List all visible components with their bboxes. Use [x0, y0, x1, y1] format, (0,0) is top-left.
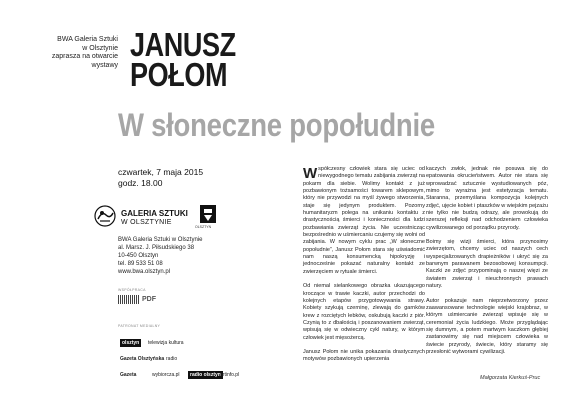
article-paragraph: Autor pokazuje nam nieprzetworzony przez zaawansowane technologie wiejski krajobraz, w którym uśmiercanie zwierząt wpisuje się w ceremoniał życia ludzkiego. Może przyglądając się dumnym, a potem martwym kaczkom głębiej zastanowimy się nad miejscem człowieka w świecie przyrody, świecie, który staramy się przesłonić wytworami cywilizacji. — [426, 297, 548, 355]
invite-line: BWA Galeria Sztuki — [57, 36, 118, 43]
sponsor-caption: WSPÓŁPRACA — [118, 288, 146, 292]
opening-info — [118, 167, 203, 189]
article-column-left — [303, 166, 425, 371]
gallery-logo-city: W OLSZTYNIE — [121, 219, 172, 226]
address-line: BWA Galeria Sztuki w Olsztynie — [118, 237, 203, 243]
media-logo: artinfo.pl — [220, 372, 240, 378]
media-logo: wybiorcza.pl — [152, 372, 180, 378]
media-logo: telewizja kultura — [148, 340, 184, 346]
article-paragraph-text: spółczesny człowiek stara się uciec od niewygodnego tematu zabijania zwierząt na pokarm dla siebie. Wolimy kontakt z już pozbawionym tożsamości towarem sklepowym, który nie przywodzi na myśl żywego stworzenia, staje się jedynym produktem. Pozorny humanitaryzm polega na unikaniu kontaktu z drastycznością śmierci i konieczności dla ludzi pozbawiania zwierząt życia. Nie uczestnicząc bezpośrednio w uśmiercaniu czujemy się wolni od zabijania. W nowym cyklu prac „W słoneczne popołudnie”, Janusz Połom stara się uświadomić nam naszą konsumencką hipokryzję i jednocześnie pokazać naturalny kontakt ze zwierzęciem w rytuale śmierci. — [303, 166, 425, 275]
olsztyn-logo-text: OLSZTYN — [195, 225, 212, 229]
opening-date: czwartek, 7 maja 2015 — [118, 167, 204, 177]
sponsor-logo — [118, 295, 170, 304]
media-logo: Gazeta — [120, 372, 137, 378]
invite-text — [20, 36, 118, 70]
olsztyn-city-logo-icon — [198, 203, 218, 227]
sponsor-name: PDF — [142, 296, 156, 303]
article-author: Małgorzata Kierkuś-Pruc — [480, 375, 541, 381]
media-logo: Gazeta Olsztyńska — [120, 356, 165, 362]
exhibition-title: W słoneczne popołudnie — [118, 107, 435, 143]
artist-last-name: POŁOM — [130, 56, 228, 93]
gallery-logo-row — [94, 203, 244, 231]
address-line: al. Marsz. J. Piłsudskiego 38 — [118, 245, 195, 251]
article-column-right — [426, 166, 548, 363]
sponsor-barcode-icon — [118, 295, 140, 304]
article-paragraph: Od niemal sielankowego obrazka ukazującego kroczące w trawie kaczki, autor przechodzi do kolejnych etapów przygotowywania strawy. Kobiety szykują czerninę, zlewają do garnków krew z rozciętych łebków, oskubują kaczki z piór. Czynią to z dbałością i poszanowaniem zwierząt, wpisują się w odwieczny cykl natury, w którym człowiek jest mięsożercą. — [303, 283, 425, 341]
article-paragraph: Boimy się wizji śmierci, która przynosimy zwierzętom, chcemy uciec od naszych cech wyspecjalizowanych drapieżników i ukryć się za barwnym parawanem bezosobowej konsumpcji. Kaczki ze zdjęć przypominają o naszej więzi ze światem zwierząt i nieuchronnych prawach natury. — [426, 239, 548, 290]
gallery-logo-icon — [94, 205, 116, 227]
article-dropcap: W — [303, 165, 318, 182]
media-caption: PATRONAT MEDIALNY — [118, 324, 161, 328]
address-line: 10-450 Olsztyn — [118, 253, 159, 259]
article-paragraph: kaczych zwłok, jednak nie posuwa się do epatowania okrucieństwem. Autor nie stara się wprowadzać sztucznie wystudiowanych póz, mimo to wyrażna jest estetyzacja tematu. Staranna, przemyślana kompozycja kolejnych zdjęć, ujęcie kobiet i ptaszków w wiejskim pejzażu nie tylko nie budzą odrazy, ale prowokują do szerszej refleksji nad odchodzeniem człowieka cywilizowanego od porządku przyrody. — [426, 166, 548, 231]
media-logo: radio olsztyn — [190, 372, 221, 378]
address-line: tel. 89 533 51 08 — [118, 261, 163, 267]
gallery-address — [118, 236, 202, 276]
invite-line: w Olsztynie — [82, 44, 118, 52]
article-paragraph: Janusz Połom nie unika pokazania drastycznych motywów pozbawionych upierzenia — [303, 348, 425, 363]
invite-line: wystawy — [91, 61, 118, 69]
gallery-logo-name: GALERIA SZTUKI — [121, 209, 188, 218]
invite-line: zaprasza na otwarcie — [51, 53, 118, 61]
address-website: www.bwa.olsztyn.pl — [118, 269, 171, 275]
media-logo: olsztyn — [122, 340, 140, 346]
article-paragraph — [303, 166, 425, 276]
opening-time: godz. 18.00 — [118, 178, 163, 188]
media-logo: radio — [166, 356, 178, 362]
artist-name — [130, 26, 259, 93]
artist-first-name: JANUSZ — [130, 26, 236, 63]
